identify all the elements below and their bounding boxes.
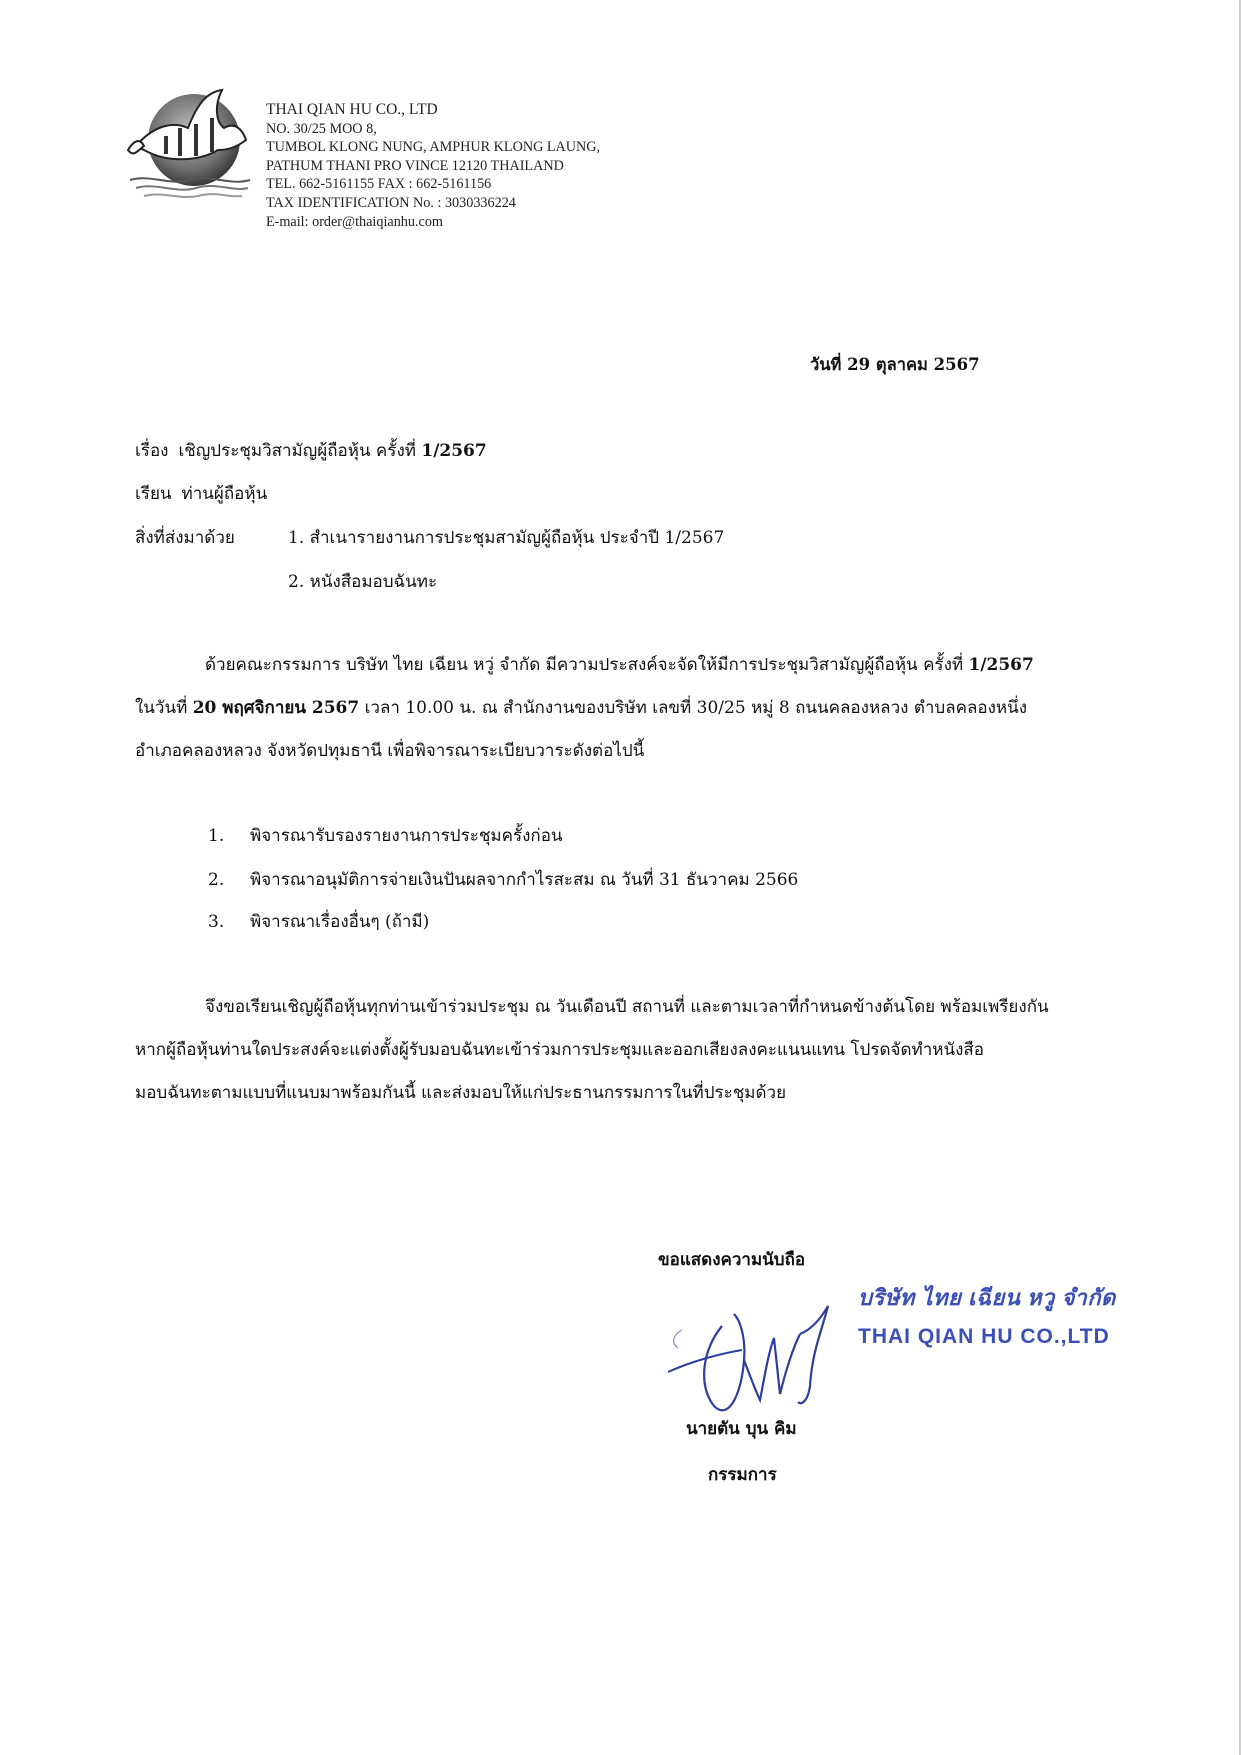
- meeting-time: เวลา 10.00 น.: [364, 698, 477, 718]
- word: ไทย: [393, 655, 424, 675]
- email-line: E-mail: order@thaiqianhu.com: [266, 213, 443, 230]
- word: หวู่: [473, 655, 494, 675]
- signer-position: กรรมการ: [708, 1465, 777, 1485]
- subject-text: เชิญประชุมวิสามัญผู้ถือหุ้น ครั้งที่: [178, 441, 422, 461]
- agenda-item: [208, 822, 563, 849]
- agenda-item: [208, 908, 429, 935]
- attachment-item: 2. หนังสือมอบฉันทะ: [288, 572, 438, 592]
- meeting-number: 1/2567: [421, 441, 487, 461]
- agenda-number: 3.: [208, 912, 225, 932]
- letter-date: วันที่ 29 ตุลาคม 2567: [810, 355, 980, 374]
- subject-row: [135, 437, 487, 464]
- signer-name: นายตัน บุน คิม: [686, 1419, 797, 1439]
- agenda-text: พิจารณาเรื่องอื่นๆ (ถ้ามี): [250, 912, 430, 932]
- address-line: NO. 30/25 MOO 8,: [266, 120, 377, 137]
- phone-fax-line: TEL. 662-5161155 FAX : 662-5161156: [266, 176, 492, 193]
- word: ณ: [481, 698, 498, 718]
- paragraph-line: [135, 1029, 1180, 1072]
- word: ด้วยคณะกรรมการ: [205, 655, 341, 675]
- paragraph-line: จึงขอเรียนเชิญผู้ถือหุ้นทุกท่านเข้าร่วมประชุม ณ วันเดือนปี สถานที่ และตามเวลาที่กำหนดข้างต้นโดย พร้อมเพรียงกัน: [205, 997, 1049, 1017]
- address-line: PATHUM THANI PRO VINCE 12120 THAILAND: [266, 157, 564, 174]
- address-line: TUMBOL KLONG NUNG, AMPHUR KLONG LAUNG,: [266, 139, 601, 156]
- word: เฉียน: [428, 655, 468, 675]
- agenda-text: พิจารณาอนุมัติการจ่ายเงินปันผลจากกำไรสะสม ณ วันที่ 31 ธันวาคม 2566: [250, 870, 799, 890]
- company-logo: [126, 88, 256, 208]
- company-stamp: [858, 1280, 1116, 1349]
- line-part: โปรดจัดทำหนังสือ: [850, 1040, 984, 1060]
- meeting-number: 1/2567: [968, 655, 1034, 675]
- recipient-label: เรียน: [135, 484, 172, 504]
- proxy-paragraph: [135, 986, 1180, 1115]
- recipient-row: [135, 480, 267, 507]
- word: ในวันที่: [135, 698, 188, 718]
- word: ตำบลคลองหนึ่ง: [913, 698, 1028, 718]
- word: เลขที่ 30/25: [652, 698, 746, 718]
- letterhead: [266, 101, 600, 231]
- stamp-english: THAI QIAN HU CO.,LTD: [858, 1325, 1110, 1348]
- word: จำกัด: [499, 655, 541, 675]
- word: สำนักงานของบริษัท: [503, 698, 647, 718]
- paragraph-line: [135, 687, 1180, 730]
- word: หมู่ 8: [751, 698, 790, 718]
- agenda-number: 2.: [208, 870, 225, 890]
- paragraph-line: [135, 644, 1180, 687]
- invitation-paragraph: [135, 644, 1180, 773]
- agenda-number: 1.: [208, 826, 225, 846]
- handwritten-signature: [660, 1290, 860, 1430]
- agenda-item: [208, 866, 798, 893]
- attachments-label: สิ่งที่ส่งมาด้วย: [135, 528, 235, 548]
- meeting-date: 20 พฤศจิกายน 2567: [192, 698, 360, 718]
- company-name: THAI QIAN HU CO., LTD: [266, 101, 438, 118]
- closing-salutation: ขอแสดงความนับถือ: [658, 1250, 806, 1270]
- word: บริษัท: [345, 655, 389, 675]
- attachment-item: 1. สำเนารายงานการประชุมสามัญผู้ถือหุ้น ประจำปี 1/2567: [288, 528, 725, 548]
- stamp-thai: บริษัท ไทย เฉียน หวู จำกัด: [858, 1285, 1116, 1310]
- recipient-text: ท่านผู้ถือหุ้น: [181, 484, 268, 504]
- paragraph-line: มอบฉันทะตามแบบที่แนบมาพร้อมกันนี้ และส่งมอบให้แก่ประธานกรรมการในที่ประชุมด้วย: [135, 1083, 787, 1103]
- paragraph-line: อำเภอคลองหลวง จังหวัดปทุมธานี เพื่อพิจารณาระเบียบวาระดังต่อไปนี้: [135, 741, 645, 761]
- line-part: หากผู้ถือหุ้นท่านใดประสงค์จะแต่งตั้งผู้รับมอบฉันทะเข้าร่วมการประชุมและออกเสียงลงคะแนนแทน: [135, 1040, 846, 1060]
- tax-id-line: TAX IDENTIFICATION No. : 3030336224: [266, 194, 516, 211]
- word: มีความประสงค์จะจัดให้มีการประชุมวิสามัญผู้ถือหุ้น: [545, 655, 918, 675]
- word: ครั้งที่: [923, 655, 964, 675]
- agenda-text: พิจารณารับรองรายงานการประชุมครั้งก่อน: [250, 826, 563, 846]
- subject-label: เรื่อง: [135, 441, 169, 461]
- word: ถนนคลองหลวง: [795, 698, 909, 718]
